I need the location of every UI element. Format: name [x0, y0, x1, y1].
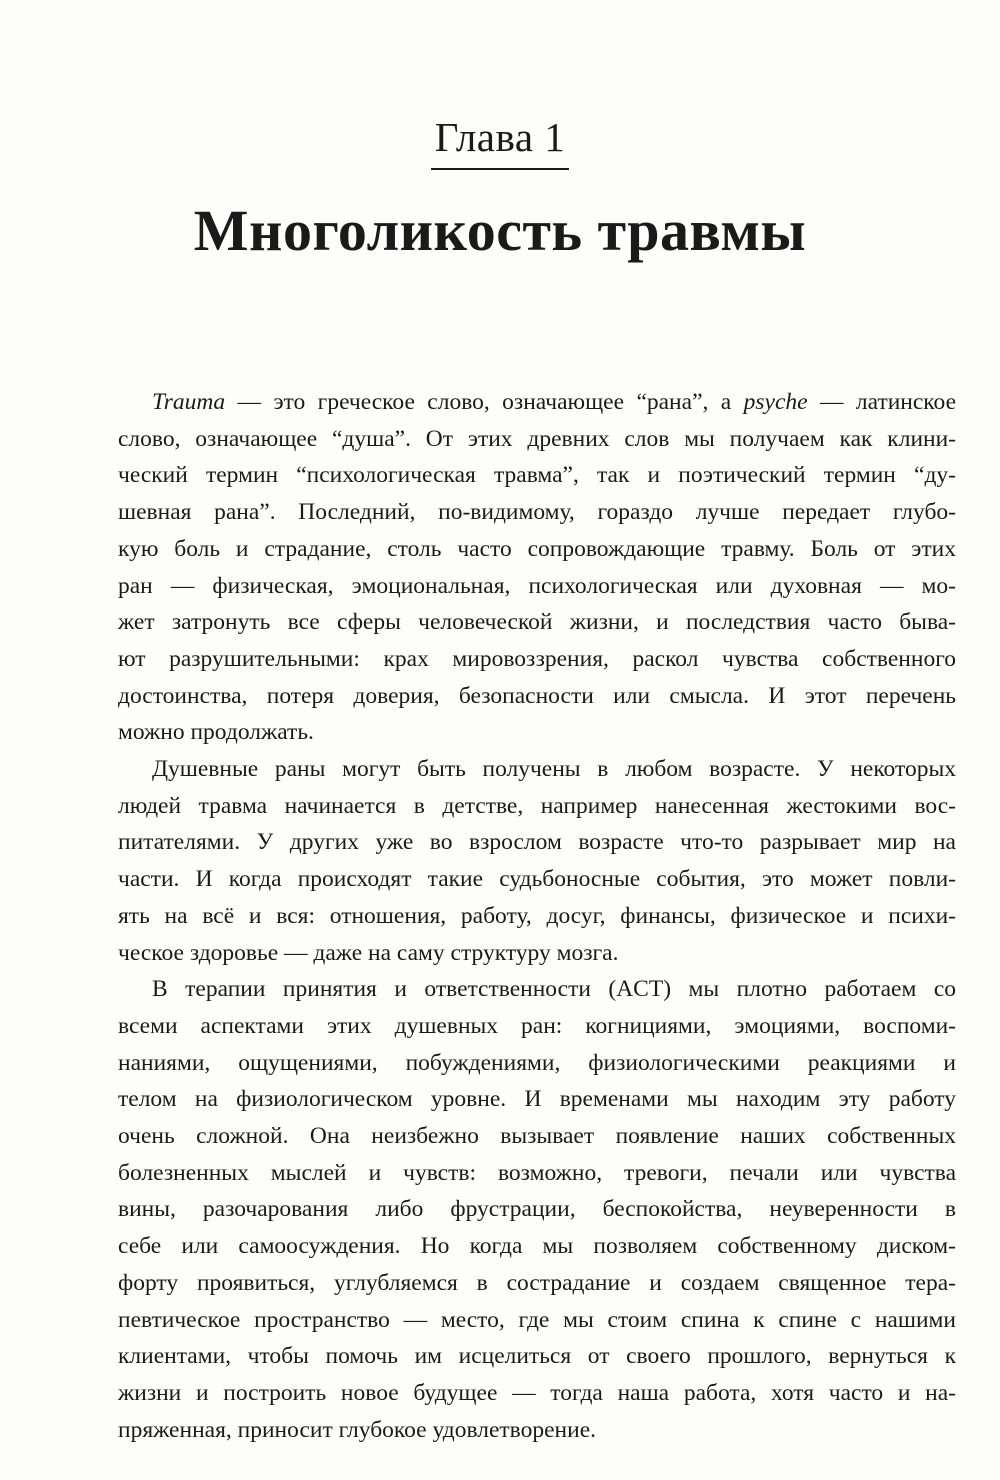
text-line — [118, 1228, 956, 1265]
text-line — [118, 641, 956, 678]
chapter-body — [118, 384, 956, 1448]
text-run: всеми аспектами этих душевных ран: когнициями, эмоциями, воспоми- — [118, 1012, 956, 1039]
text-run: В терапии принятия и ответственности (ACT) мы плотно работаем со — [152, 976, 956, 1003]
italic-term: Trauma — [152, 389, 226, 415]
text-run: клиентами, чтобы помочь им исцелиться от своего прошлого, вернуться к — [118, 1343, 956, 1370]
text-line — [118, 421, 956, 458]
text-run: очень сложной. Она неизбежно вызывает появление наших собственных — [118, 1123, 956, 1150]
paragraph — [118, 384, 956, 751]
text-line — [118, 788, 956, 825]
text-line — [118, 494, 956, 531]
text-run: пряженная, приносит глубокое удовлетворение. — [118, 1416, 596, 1443]
text-run: можно продолжать. — [118, 719, 314, 746]
text-line — [118, 1191, 956, 1228]
text-line — [118, 568, 956, 605]
text-line — [118, 1045, 956, 1082]
text-run: ческий термин “психологическая травма”, так и поэтический термин “ду- — [118, 462, 956, 489]
chapter-number-text: Глава 1 — [431, 112, 570, 170]
text-run: телом на физиологическом уровне. И временами мы находим эту работу — [118, 1086, 956, 1113]
text-line — [118, 1302, 956, 1339]
text-line — [118, 751, 956, 788]
text-line — [118, 824, 956, 861]
text-run: Душевные раны могут быть получены в любом возрасте. У некоторых — [152, 756, 956, 783]
text-line — [118, 1338, 956, 1375]
text-line — [118, 1155, 956, 1192]
text-run: певтическое пространство — место, где мы стоим спина к спине с нашими — [118, 1306, 956, 1333]
chapter-number — [0, 112, 1000, 170]
text-line — [118, 935, 956, 972]
text-line — [118, 971, 956, 1008]
text-line — [118, 531, 956, 568]
text-run: достоинства, потеря доверия, безопасности или смысла. И этот перечень — [118, 682, 956, 709]
text-run: жет затронуть все сферы человеческой жизни, и последствия часто быва- — [118, 609, 956, 636]
text-run: — это греческое слово, означающее “рана”, а — [225, 389, 744, 415]
text-run: слово, означающее “душа”. От этих древних слов мы получаем как клини- — [118, 425, 956, 452]
text-line — [118, 457, 956, 494]
text-run: части. И когда происходят такие судьбоносные события, это может повли- — [118, 866, 956, 893]
text-line — [118, 678, 956, 715]
text-line — [118, 1008, 956, 1045]
text-line — [118, 1375, 956, 1412]
paragraph — [118, 751, 956, 971]
text-run: ять на всё и вся: отношения, работу, досуг, финансы, физическое и психи- — [118, 902, 956, 929]
text-line — [118, 1118, 956, 1155]
text-line — [118, 714, 956, 751]
text-run: вины, разочарования либо фрустрации, беспокойства, неуверенности в — [118, 1196, 956, 1223]
text-run: — латинское — [807, 389, 957, 415]
text-run: кую боль и страдание, столь часто сопровождающие травму. Боль от этих — [118, 535, 956, 562]
text-line — [118, 604, 956, 641]
text-line — [118, 898, 956, 935]
text-run: жизни и построить новое будущее — тогда наша работа, хотя часто и на- — [118, 1379, 956, 1406]
text-line — [118, 1412, 956, 1449]
italic-term: psyche — [743, 389, 808, 415]
text-run: ран — физическая, эмоциональная, психологическая или духовная — мо- — [118, 572, 956, 599]
paragraph — [118, 971, 956, 1448]
text-run: форту проявиться, углубляемся в сострадание и создаем священное тера- — [118, 1269, 956, 1296]
text-run: питателями. У других уже во взрослом возрасте что-то разрывает мир на — [118, 829, 956, 856]
text-line — [118, 1081, 956, 1118]
text-line — [118, 861, 956, 898]
text-run: ческое здоровье — даже на саму структуру мозга. — [118, 939, 619, 966]
text-run: болезненных мыслей и чувств: возможно, тревоги, печали или чувства — [118, 1159, 956, 1186]
text-run: шевная рана”. Последний, по-видимому, гораздо лучше передает глубо- — [118, 499, 956, 526]
text-run: наниями, ощущениями, побуждениями, физиологическими реакциями и — [118, 1049, 956, 1076]
text-line — [118, 384, 956, 421]
text-run: себе или самоосуждения. Но когда мы позволяем собственному диском- — [118, 1233, 956, 1260]
text-run: людей травма начинается в детстве, например нанесенная жестокими вос- — [118, 792, 956, 819]
text-run: ют разрушительными: крах мировоззрения, раскол чувства собственного — [118, 645, 956, 672]
text-line — [118, 1265, 956, 1302]
chapter-title: Многоликость травмы — [193, 198, 807, 263]
